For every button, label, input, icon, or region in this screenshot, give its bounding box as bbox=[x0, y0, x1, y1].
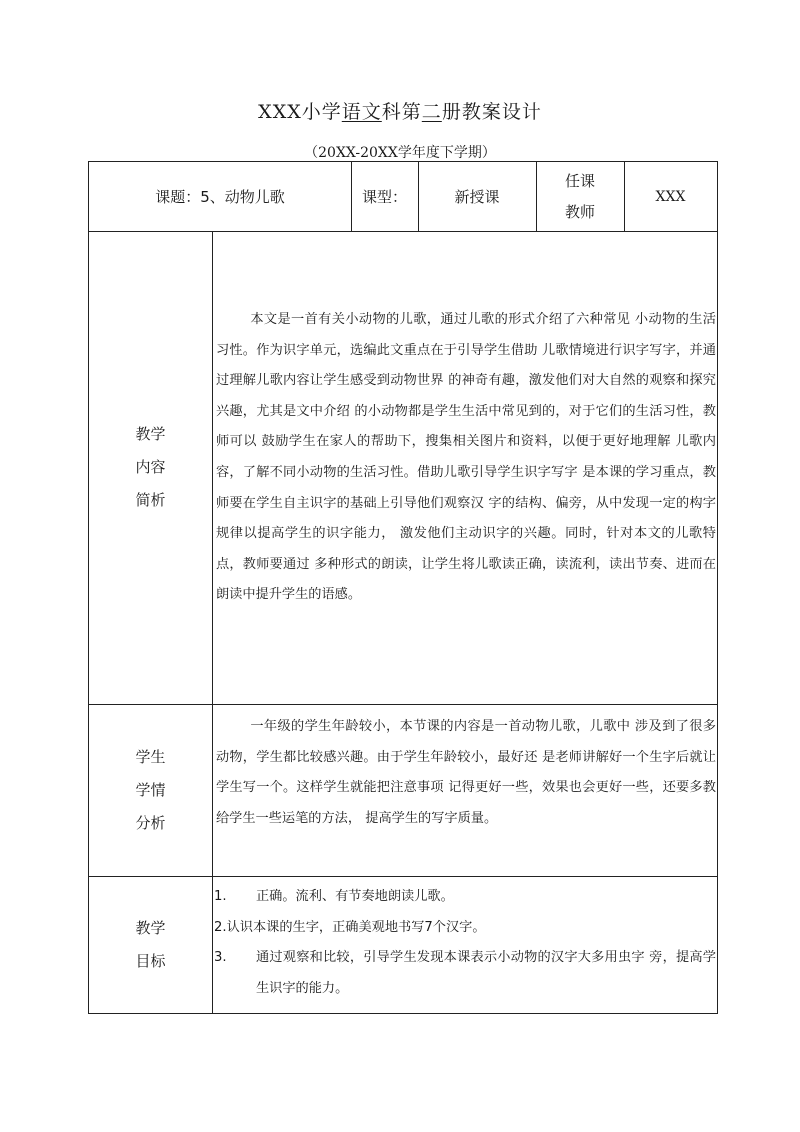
teacher-label: 任课 教师 bbox=[564, 171, 595, 221]
student-analysis-label: 学生 学情 分析 bbox=[135, 747, 166, 832]
teaching-goals-list bbox=[214, 882, 716, 1004]
lesson-type-label: 课型： bbox=[361, 188, 407, 206]
content-analysis-text: 本文是一首有关小动物的儿歌，通过儿歌的形式介绍了六种常见 小动物的生活习性。作为识字单元，选编此文重点在于引导学生借助 儿歌情境进行识字写字，并通过理解儿歌内容让学生感受到动物世界 的神奇有趣，激发他们对大自然的观察和探究兴趣，尤其是文中介绍 的小动物都是学生生活中常见到的，对于它们的生活习性，教师可以 鼓励学生在家人的帮助下，搜集相关图片和资料，以便于更好地理解 儿歌内容，了解不同小动物的生活习性。借助儿歌引导学生识字写字 是本课的学习重点，教师要在学生自主识字的基础上引导他们观察汉 字的结构、偏旁，从中发现一定的构字规律以提高学生的识字能力， 激发他们主动识字的兴趣。同时，针对本文的儿歌特点，教师要通过 多种形式的朗读，让学生将儿歌读正确，读流利，读出节奏、进而在 朗读中提升学生的语感。 bbox=[216, 312, 716, 603]
document-title: XXX小学语文科第二册教案设计 bbox=[258, 101, 542, 123]
divider bbox=[212, 231, 213, 1013]
teacher-name: XXX bbox=[655, 188, 686, 205]
student-analysis-text: 一年级的学生年龄较小，本节课的内容是一首动物儿歌，儿歌中 涉及到了很多动物，学生都比较感兴趣。由于学生年龄较小，最好还 是老师讲解好一个生字后就让学生写一个。这样学生就能把注意事项 记得更好一些，效果也会更好一些，还要多教给学生一些运笔的方法， 提高学生的写字质量。 bbox=[216, 719, 716, 826]
lesson-topic: 课题：5、动物儿歌 bbox=[155, 188, 285, 206]
teaching-goals-label: 教学 目标 bbox=[135, 918, 166, 970]
list-item: 3. 通过观察和比较，引导学生发现本课表示小动物的汉字大多用虫字 旁，提高学生识字的能力。 bbox=[214, 950, 716, 996]
list-item: 1. 正确。流利、有节奏地朗读儿歌。 bbox=[214, 889, 454, 904]
list-item: 2.认识本课的生字，正确美观地书写7个汉字。 bbox=[214, 919, 486, 935]
title-subject: 语文 bbox=[341, 101, 382, 123]
lesson-plan-table bbox=[88, 161, 718, 1014]
title-volume: 二 bbox=[421, 101, 442, 123]
document-subtitle: （20XX-20XX学年度下学期） bbox=[304, 145, 496, 161]
content-analysis-label: 教学 内容 简析 bbox=[135, 425, 166, 509]
lesson-type-value: 新授课 bbox=[454, 188, 500, 206]
